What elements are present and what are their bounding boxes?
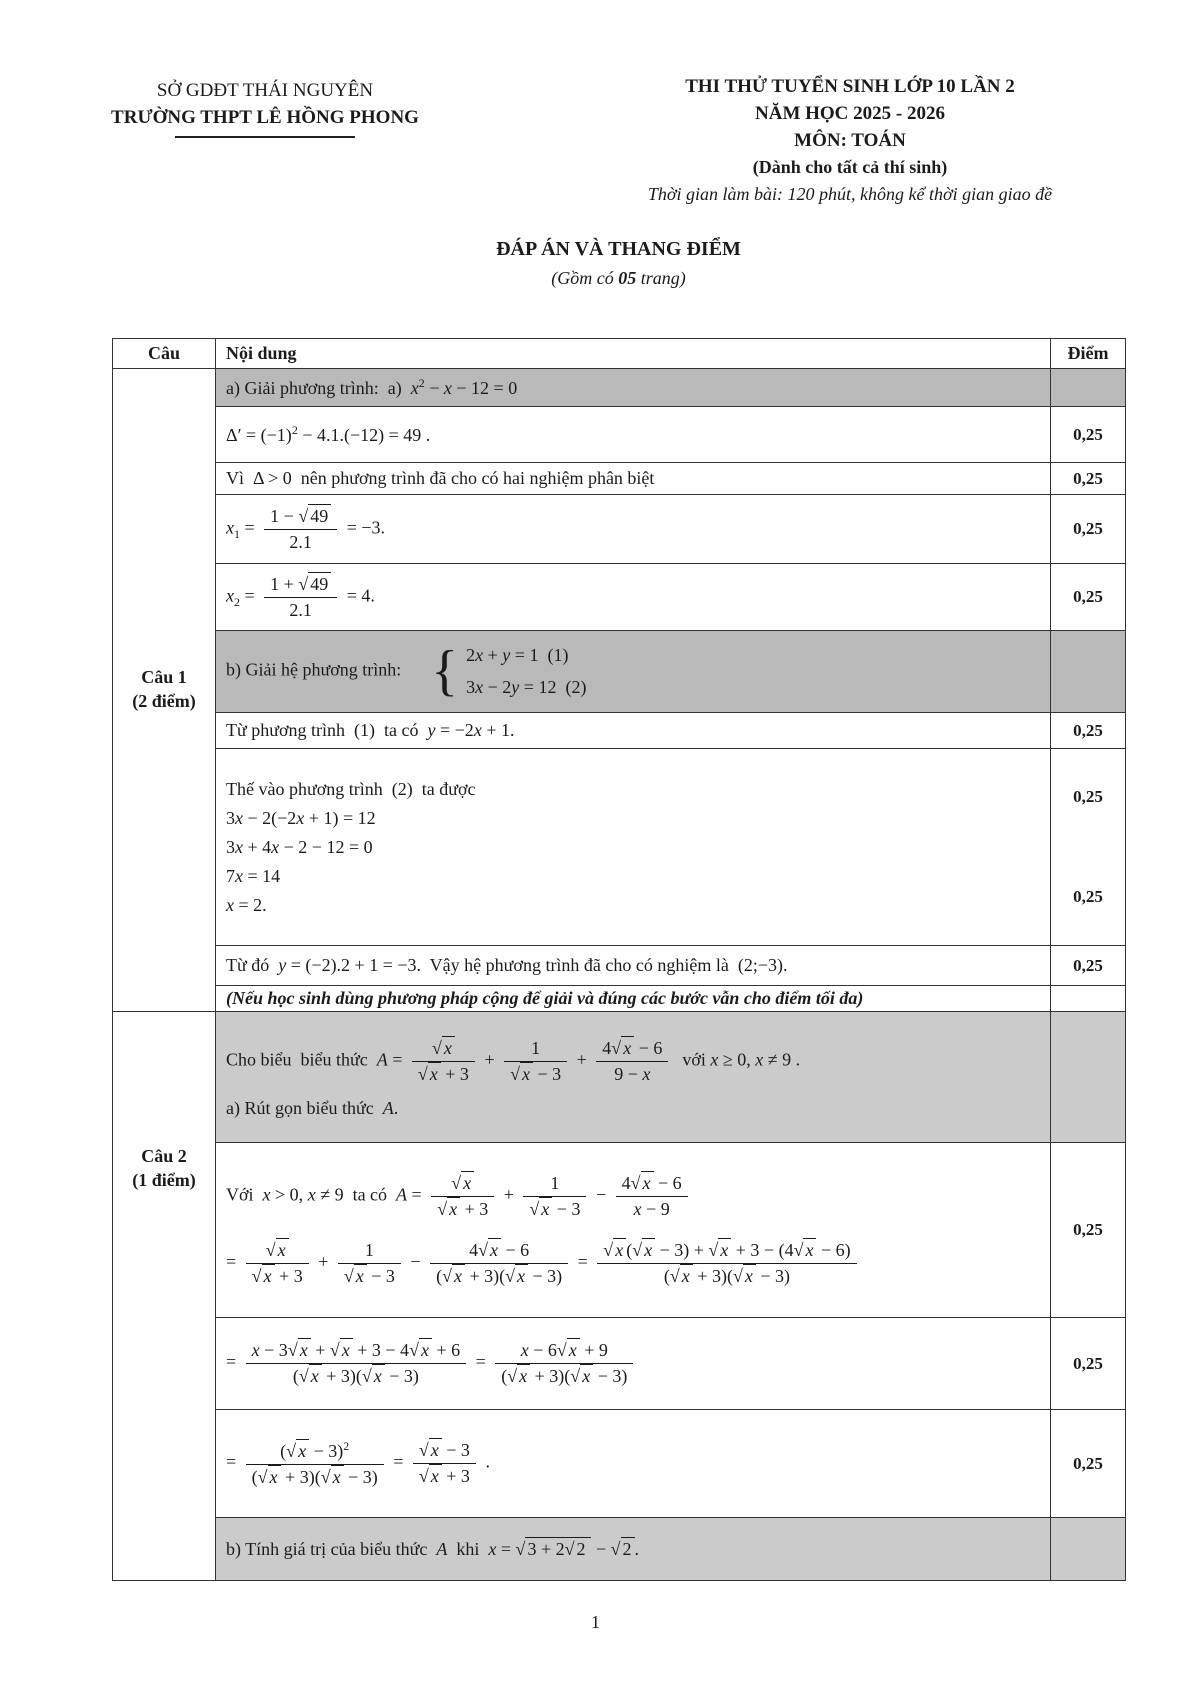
row-content: $x_1$ = $\frac{1 - √ 49}{2.1}$ = −3. [216, 495, 1051, 564]
exam-duration: Thời gian làm bài: 120 phút, không kể thời gian giao đề [647, 184, 1053, 204]
question-2-cell [113, 1012, 216, 1581]
row-content: Với x > 0, x ≠ 9 ta có A = $\frac{√ x}{√ x + 3}$ + $\frac{1}{√ x - 3}$ − $\frac{4√ x - 6}{x - 9}$ = $\frac{√ x}{√ x + 3}$ + $\frac{1}{√ x - 3}$ − $\frac{4√ x - 6}{(√ x + 3)(√ x - 3)}$ = $\frac{√ x (√ x - 3) + √ x + 3 - (4√ x - 6)}{(√ x + 3)(√ x - 3)}$ [216, 1143, 1051, 1318]
exam-header [550, 76, 1150, 205]
row-score [1051, 369, 1126, 407]
header-cau: Câu [113, 339, 216, 369]
school-department: SỞ GDĐT THÁI NGUYÊN [156, 80, 374, 101]
row-score [1051, 1518, 1126, 1581]
row-content: $\Delta' = (-1)^2 - 4.1.(-12) = 49$ . [216, 407, 1051, 463]
question-1-label: Câu 1 (2 điểm) [132, 667, 196, 712]
answer-row [113, 1318, 1126, 1410]
answer-row [113, 1518, 1126, 1581]
row-score: 0,25 [1051, 1143, 1126, 1318]
subtitle-prefix: (Gồm có [551, 268, 619, 288]
row-content: Thế vào phương trình (2) ta được 3x − 2(−2x + 1) = 12 3x + 4x − 2 − 12 = 0 7x = 14 x = 2. [216, 749, 1051, 946]
question-1-cell [113, 369, 216, 1012]
row-score [1051, 986, 1126, 1012]
row-score: 0,25 [1051, 713, 1126, 749]
row-score: 0,25 [1051, 463, 1126, 495]
answer-row [113, 631, 1126, 713]
answer-table [112, 338, 1126, 1581]
row-score: 0,25 [1051, 407, 1126, 463]
answer-row [113, 1143, 1126, 1318]
row-content: Cho biểu biểu thức A = $\frac{√ x}{√ x + 3}$ + $\frac{1}{√ x - 3}$ + $\frac{4√ x - 6}{9 - x}$ với x ≥ 0, x ≠ 9 . a) Rút gọn biểu thức A. [216, 1012, 1051, 1143]
row-content: a) Giải phương trình: a) $x^2 - x - 12 = 0$ [216, 369, 1051, 407]
question-2-label: Câu 2 (1 điểm) [132, 1146, 196, 1191]
row-score [1051, 631, 1126, 713]
school-name: TRƯỜNG THPT LÊ HỒNG PHONG [111, 107, 419, 128]
row-content-note: (Nếu học sinh dùng phương pháp cộng để giải và đúng các bước vẫn cho điểm tối đa) [216, 986, 1051, 1012]
row-content: Vì Δ > 0 nên phương trình đã cho có hai nghiệm phân biệt [216, 463, 1051, 495]
answer-row [113, 713, 1126, 749]
answer-row [113, 564, 1126, 631]
row-content: b) Tính giá trị của biểu thức A khi x = √ 3 + 2√ 2 − √ 2 . [216, 1518, 1051, 1581]
answer-row [113, 495, 1126, 564]
row-score [1051, 749, 1126, 946]
header-noi-dung: Nội dung [216, 339, 1051, 369]
header-diem: Điểm [1051, 339, 1126, 369]
table-header-row [113, 339, 1126, 369]
exam-subject: MÔN: TOÁN [794, 130, 906, 151]
exam-audience: (Dành cho tất cả thí sinh) [752, 157, 948, 177]
answer-row [113, 946, 1126, 986]
row-content: b) Giải hệ phương trình: { 2x + y = 1 (1) 3x − 2y = 12 (2) [216, 631, 1051, 713]
school-header [100, 80, 430, 138]
row-score: 0,25 [1051, 564, 1126, 631]
subtitle-pages: 05 [618, 268, 637, 288]
row-score: 0,25 [1051, 1410, 1126, 1518]
school-underline [175, 136, 355, 138]
row-score [1051, 1012, 1126, 1143]
row-score: 0,25 [1051, 1318, 1126, 1410]
row-content: $x_2$ = $\frac{1 + √ 49}{2.1}$ = 4. [216, 564, 1051, 631]
row-score: 0,25 [1051, 495, 1126, 564]
answer-row [113, 749, 1126, 946]
exam-title: THI THỬ TUYỂN SINH LỚP 10 LẦN 2 [685, 76, 1015, 97]
answer-row [113, 463, 1126, 495]
page-number: 1 [591, 1612, 600, 1632]
answer-row [113, 1012, 1126, 1143]
answer-row [113, 986, 1126, 1012]
page-title: ĐÁP ÁN VÀ THANG ĐIỂM [496, 238, 741, 260]
row-content: = $\frac{(√ x - 3)^2}{(√ x + 3)(√ x - 3)}$ = $\frac{√ x - 3}{√ x + 3}$ . [216, 1410, 1051, 1518]
dual-score: 0,25 0,25 [1073, 787, 1103, 906]
row-content: Từ đó y = (−2).2 + 1 = −3. Vậy hệ phương trình đã cho có nghiệm là (2;−3). [216, 946, 1051, 986]
exam-school-year: NĂM HỌC 2025 - 2026 [755, 103, 945, 124]
page-subtitle [112, 268, 1125, 289]
answer-row [113, 1410, 1126, 1518]
row-content: Từ phương trình (1) ta có y = −2x + 1. [216, 713, 1051, 749]
row-content: = $\frac{x - 3√ x + √ x + 3 - 4√ x + 6}{(√ x + 3)(√ x - 3)}$ = $\frac{x - 6√ x + 9}{(√ x + 3)(√ x - 3)}$ [216, 1318, 1051, 1410]
answer-row [113, 407, 1126, 463]
answer-row [113, 369, 1126, 407]
row-score: 0,25 [1051, 946, 1126, 986]
subtitle-suffix: trang) [636, 268, 686, 288]
